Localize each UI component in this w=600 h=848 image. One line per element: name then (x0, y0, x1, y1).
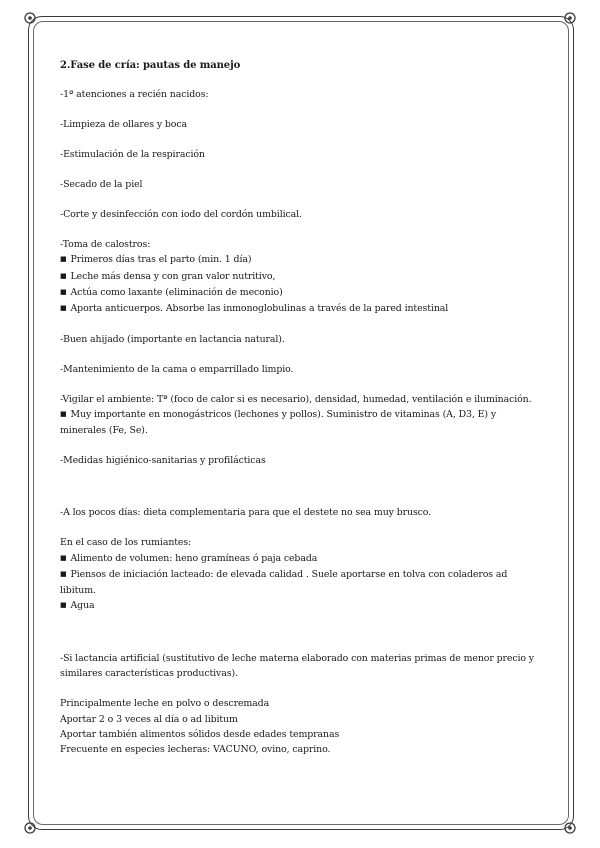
list-item: ■ Actúa como laxante (eliminación de meconio) (60, 285, 540, 301)
list-item: ■ Muy importante en monogástricos (lechones y pollos). Suministro de vitaminas (A, D3, E) y minerales (Fe, Se). (60, 407, 540, 438)
list-item: ■ Leche más densa y con gran valor nutritivo, (60, 269, 540, 285)
list-item: ■ Agua (60, 598, 540, 614)
paragraph: -Secado de la piel (60, 179, 143, 191)
list-item: ■ Piensos de iniciación lacteado: de elevada calidad . Suele aportarse en tolva con coladeros ad libitum. (60, 567, 540, 598)
paragraph: -Mantenimiento de la cama o emparrillado limpio. (60, 364, 294, 376)
paragraph: -Estimulación de la respiración (60, 149, 205, 161)
corner-ornament-icon (22, 10, 38, 26)
paragraph: -Buen ahijado (importante en lactancia natural). (60, 334, 285, 346)
corner-ornament-icon (562, 10, 578, 26)
paragraph: Aportar también alimentos sólidos desde edades tempranas (60, 728, 340, 740)
list-item: ■ Aporta anticuerpos. Absorbe las inmonoglobulinas a través de la pared intestinal (60, 301, 540, 317)
corner-ornament-icon (562, 820, 578, 836)
paragraph: -1ª atenciones a recién nacidos: (60, 89, 209, 101)
paragraph: -Limpieza de ollares y boca (60, 119, 187, 131)
paragraph: -Toma de calostros: (60, 239, 151, 251)
section-title: 2.Fase de cría: pautas de manejo (60, 60, 241, 71)
list-item: ■ Alimento de volumen: heno gramíneas ó paja cebada (60, 551, 540, 567)
corner-ornament-icon (22, 820, 38, 836)
paragraph: Aportar 2 o 3 veces al día o ad libitum (60, 713, 238, 725)
paragraph: -A los pocos días: dieta complementaria para que el destete no sea muy brusco. (60, 507, 432, 519)
document-body (60, 58, 540, 757)
paragraph: -Vigilar el ambiente: Tª (foco de calor si es necesario), densidad, humedad, ventilación e iluminación. (60, 394, 532, 406)
paragraph: En el caso de los rumiantes: (60, 537, 192, 549)
paragraph: -Si lactancia artificial (sustitutivo de leche materna elaborado con materias primas de menor precio y similares características productivas). (60, 653, 535, 680)
paragraph: Frecuente en especies lecheras: VACUNO, ovino, caprino. (60, 744, 331, 756)
paragraph: -Corte y desinfección con iodo del cordón umbilical. (60, 209, 302, 221)
paragraph: -Medidas higiénico-sanitarias y profilácticas (60, 455, 266, 467)
paragraph: Principalmente leche en polvo o descremada (60, 698, 270, 710)
list-item: ■ Primeros días tras el parto (min. 1 día) (60, 252, 540, 268)
